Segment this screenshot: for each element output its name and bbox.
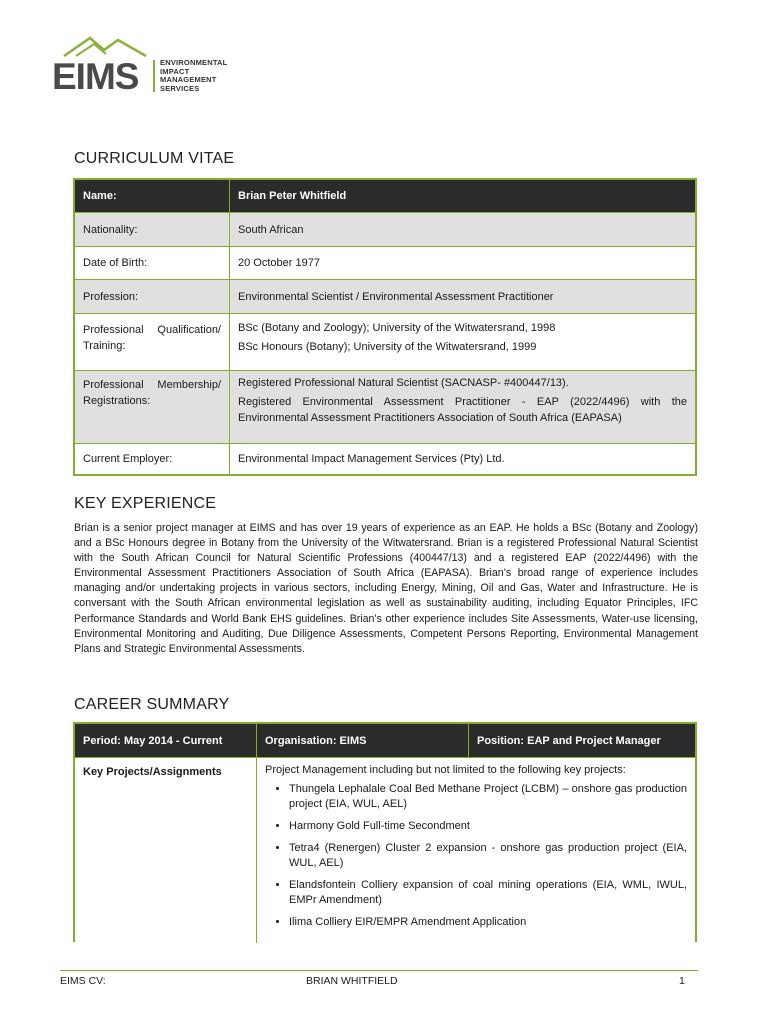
list-item: • Harmony Gold Full-time Secondment: [289, 819, 687, 834]
name-label: Name:: [75, 180, 230, 212]
table-row: [75, 724, 695, 758]
logo-divider: [153, 60, 155, 92]
profession-value: Environmental Scientist / Environmental Assessment Practitioner: [238, 290, 554, 303]
career-summary-table: [73, 722, 697, 942]
profession-label: Profession:: [75, 280, 230, 313]
qualification-value: BSc (Botany and Zoology); University of the Witwatersrand, 1998 BSc Honours (Botany); University of the Witwatersrand, 1999: [238, 322, 556, 353]
name-value: Brian Peter Whitfield: [238, 190, 347, 202]
employer-value: Environmental Impact Management Services (Pty) Ltd.: [238, 453, 505, 465]
period-cell: Period: May 2014 - Current: [75, 724, 257, 757]
membership-label: Professional Membership/ Registrations:: [75, 371, 230, 443]
footer-divider: [60, 970, 698, 971]
projects-label: Key Projects/Assignments: [75, 758, 257, 943]
logo-subtitle: ENVIRONMENTAL IMPACT MANAGEMENT SERVICES: [160, 58, 228, 93]
qualification-label: Professional Qualification/ Training:: [75, 314, 230, 370]
dob-value: 20 October 1977: [238, 257, 320, 269]
cv-title: CURRICULUM VITAE: [74, 150, 235, 167]
footer-center: BRIAN WHITFIELD: [306, 975, 398, 987]
nationality-value: South African: [238, 223, 304, 236]
eims-logo: [52, 34, 242, 96]
projects-list: [265, 782, 687, 930]
table-row: [75, 371, 695, 444]
dob-label: Date of Birth:: [75, 247, 230, 279]
mountain-logo-icon: [62, 34, 152, 58]
employer-label: Current Employer:: [75, 444, 230, 474]
page-number: 1: [679, 975, 685, 987]
projects-intro: Project Management including but not limited to the following key projects:: [265, 764, 626, 776]
list-item: • Thungela Lephalale Coal Bed Methane Project (LCBM) – onshore gas production project (EIA, WUL, AEL): [289, 782, 687, 812]
table-row: [75, 314, 695, 371]
footer-left: EIMS CV:: [60, 975, 106, 987]
key-experience-heading: KEY EXPERIENCE: [74, 495, 217, 512]
table-row: [75, 247, 695, 280]
membership-value: Registered Professional Natural Scientist (SACNASP- #400447/13). Registered Environmental Assessment Practitioner - EAP (2022/4496) with the Environmental Assessment Practitioners Association of South Africa (EAPASA): [238, 377, 687, 424]
list-item: • Tetra4 (Renergen) Cluster 2 expansion - onshore gas production project (EIA, WUL, AEL): [289, 841, 687, 871]
projects-row: [75, 758, 695, 943]
table-row: [75, 444, 695, 474]
logo-text: EIMS: [52, 56, 139, 97]
projects-cell: [257, 758, 695, 943]
list-item: • Ilima Colliery EIR/EMPR Amendment Application: [289, 915, 687, 930]
table-row: [75, 280, 695, 314]
table-row: [75, 213, 695, 247]
position-cell: Position: EAP and Project Manager: [477, 734, 661, 747]
organisation-cell: Organisation: EIMS: [257, 724, 469, 757]
key-experience-text: Brian is a senior project manager at EIMS and has over 19 years of experience as an EAP. He holds a BSc (Botany and Zoology) and a BSc Honours degree in Botany from the University of the Witwatersrand. Brian is a registered Professional Natural Scientist with the South African Council for Natural Scientific Professions (400447/13) and a registered EAP (2022/4496) with the Environmental Assessment Practitioners Association of South Africa (EAPASA). Brian’s broad range of experience includes managing and/or undertaking projects in various sectors, including Energy, Mining, Oil and Gas, Water and Infrastructure. He is conversant with the South African environmental legislation as well as sustainability auditing, including Equator Principles, IFC Performance Standards and World Bank EHS guidelines. Brian’s other experience includes Site Assessments, Water-use licensing, Environmental Monitoring and Auditing, Due Diligence Assessments, Competent Persons Reporting, Environmental Management Plans and Strategic Environmental Assessments.: [74, 522, 698, 655]
career-summary-heading: CAREER SUMMARY: [74, 696, 230, 713]
personal-details-table: [73, 178, 697, 476]
table-row: [75, 180, 695, 213]
nationality-label: Nationality:: [75, 213, 230, 246]
list-item: • Elandsfontein Colliery expansion of coal mining operations (EIA, WML, IWUL, EMPr Amendment): [289, 878, 687, 908]
